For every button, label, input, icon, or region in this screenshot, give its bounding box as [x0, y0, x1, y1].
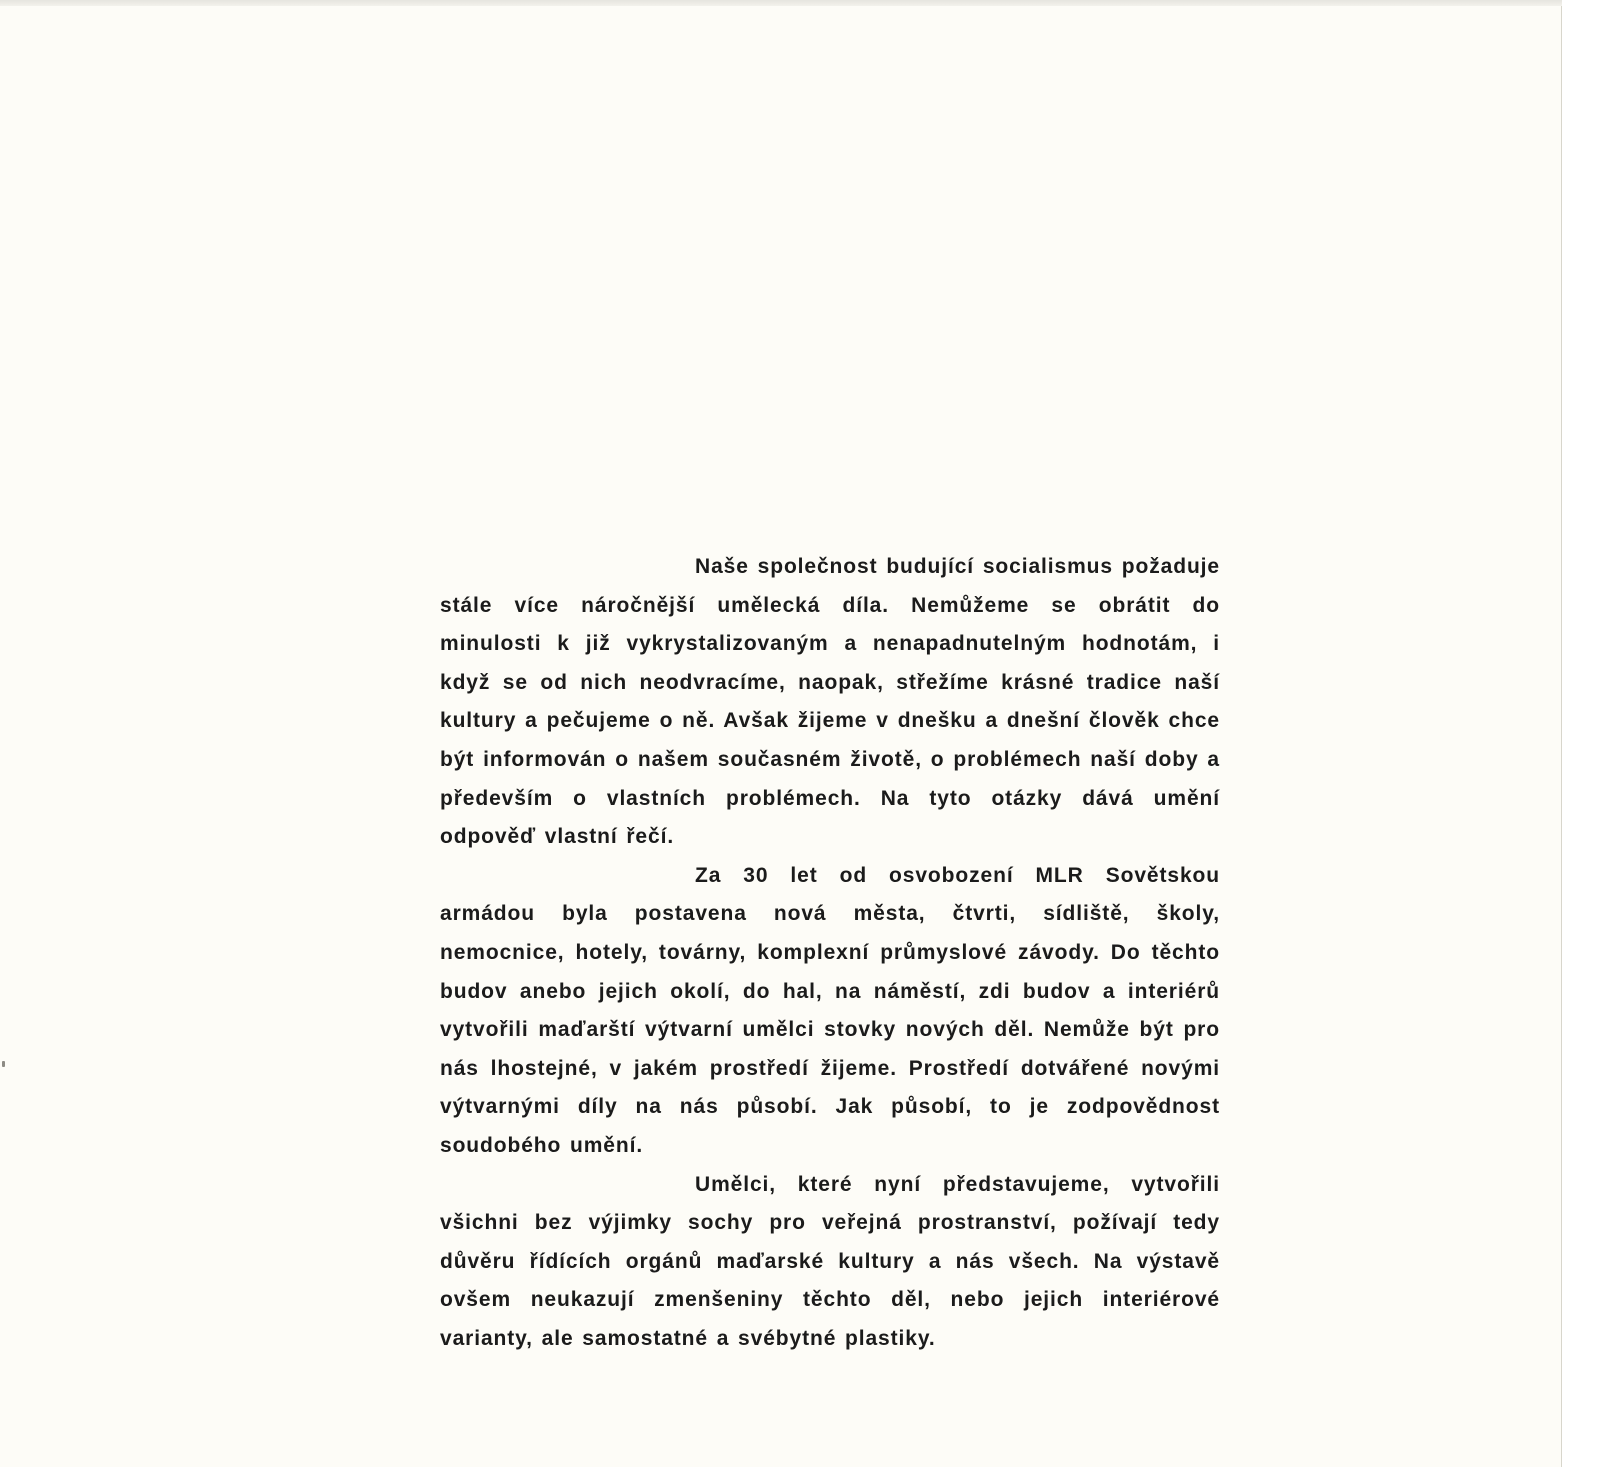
paragraph-2: Za 30 let od osvobození MLR Sovětskou armádou byla postavena nová města, čtvrti, sídliště, školy, nemocnice, hotely, továrny, komplexní průmyslové závody. Do těchto budov anebo jejich okolí, do hal, na náměstí, zdi budov a interiérů vytvořili maďarští výtvarní umělci stovky nových děl. Nemůže být pro nás lhostejné, v jakém prostředí žijeme. Prostředí dotvářené novými výtvarnými díly na nás působí. Jak působí, to je zodpovědnost soudobého umění.: [440, 863, 1220, 1157]
margin-mark: [2, 1061, 5, 1067]
paragraph-1: Naše společnost budující socialismus požaduje stále více náročnější umělecká díla. Nemůžeme se obrátit do minulosti k již vykrystalizovaným a nenapadnutelným hodnotám, i když se od nich neodvracíme, naopak, střežíme krásné tradice naší kultury a pečujeme o ně. Avšak žijeme v dnešku a dnešní člověk chce být informován o našem současném životě, o problémech naší doby a především o vlastních problémech. Na tyto otázky dává umění odpověď vlastní řečí.: [440, 555, 1220, 849]
page-edge: [1562, 0, 1600, 1467]
body-text: [440, 548, 1220, 1358]
paragraph-3: Umělci, které nyní představujeme, vytvořili všichni bez výjimky sochy pro veřejná prostranství, požívají tedy důvěru řídících orgánů maďarské kultury a nás všech. Na výstavě ovšem neukazují zmenšeniny těchto děl, nebo jejich interiérové varianty, ale samostatné a svébytné plastiky.: [440, 1172, 1220, 1350]
